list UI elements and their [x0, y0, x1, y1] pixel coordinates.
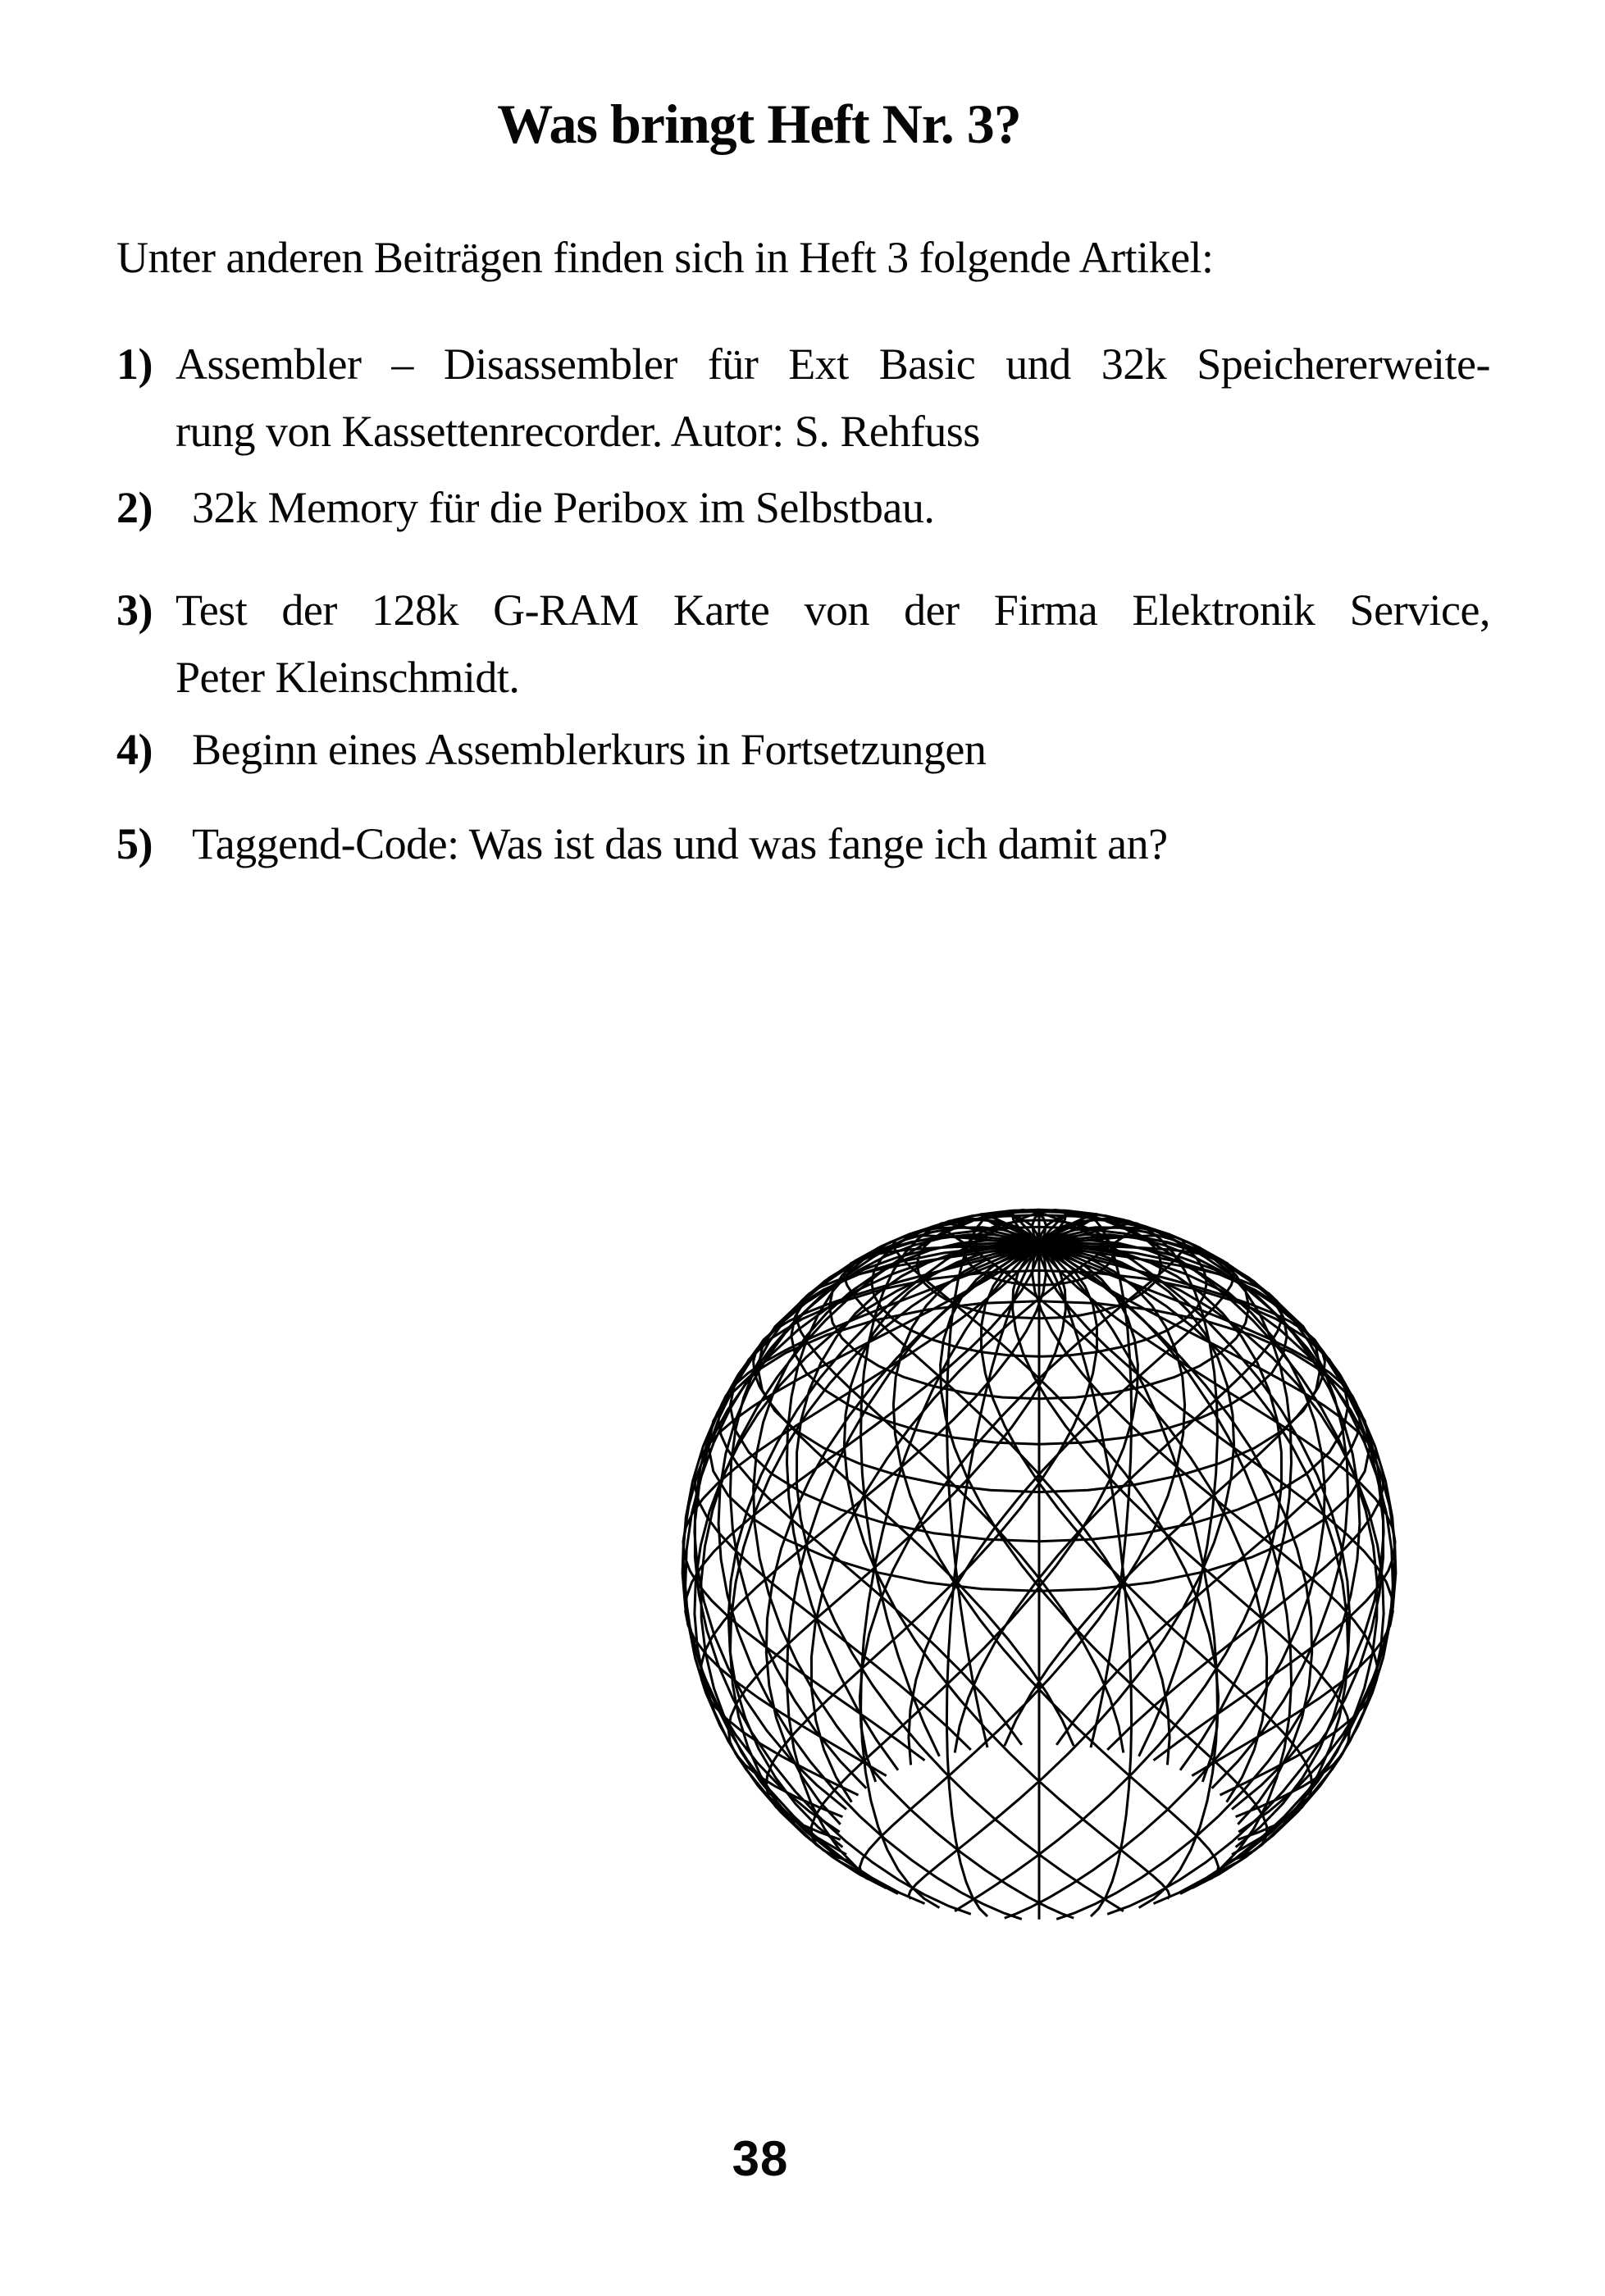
list-item-4: [116, 716, 1490, 783]
list-item-2-line-1: 32k Memory für die Peribox im Selbstbau.: [192, 483, 935, 532]
list-item-3-line-1: Test der 128k G-RAM Karte von der Firma Elektronik Service,: [176, 585, 1490, 635]
list-item-1: [116, 330, 1490, 465]
list-item-3-number: 3): [116, 585, 153, 635]
wireframe-dome-figure: [670, 1193, 1408, 1939]
list-item-3: [116, 576, 1490, 711]
list-item-3-line-2: Peter Kleinschmidt.: [176, 653, 520, 702]
list-item-2-number: 2): [116, 483, 153, 532]
list-item-5-number: 5): [116, 819, 153, 868]
list-item-1-number: 1): [116, 339, 153, 389]
list-item-4-line-1: Beginn eines Assemblerkurs in Fortsetzungen: [192, 725, 987, 774]
intro-paragraph: Unter anderen Beiträgen finden sich in Heft 3 folgende Artikel:: [116, 233, 1214, 282]
list-item-2: [116, 474, 1490, 541]
list-item-5-line-1: Taggend-Code: Was ist das und was fange ich damit an?: [192, 819, 1168, 868]
list-item-4-number: 4): [116, 725, 153, 774]
list-item-1-line-1: Assembler – Disassembler für Ext Basic und 32k Speichererweite-: [176, 339, 1490, 389]
page-number: 38: [732, 2131, 789, 2186]
list-item-5: [116, 810, 1490, 877]
list-item-1-line-2: rung von Kassettenrecorder. Autor: S. Rehfuss: [176, 407, 980, 456]
page-title: Was bringt Heft Nr. 3?: [497, 93, 1021, 155]
